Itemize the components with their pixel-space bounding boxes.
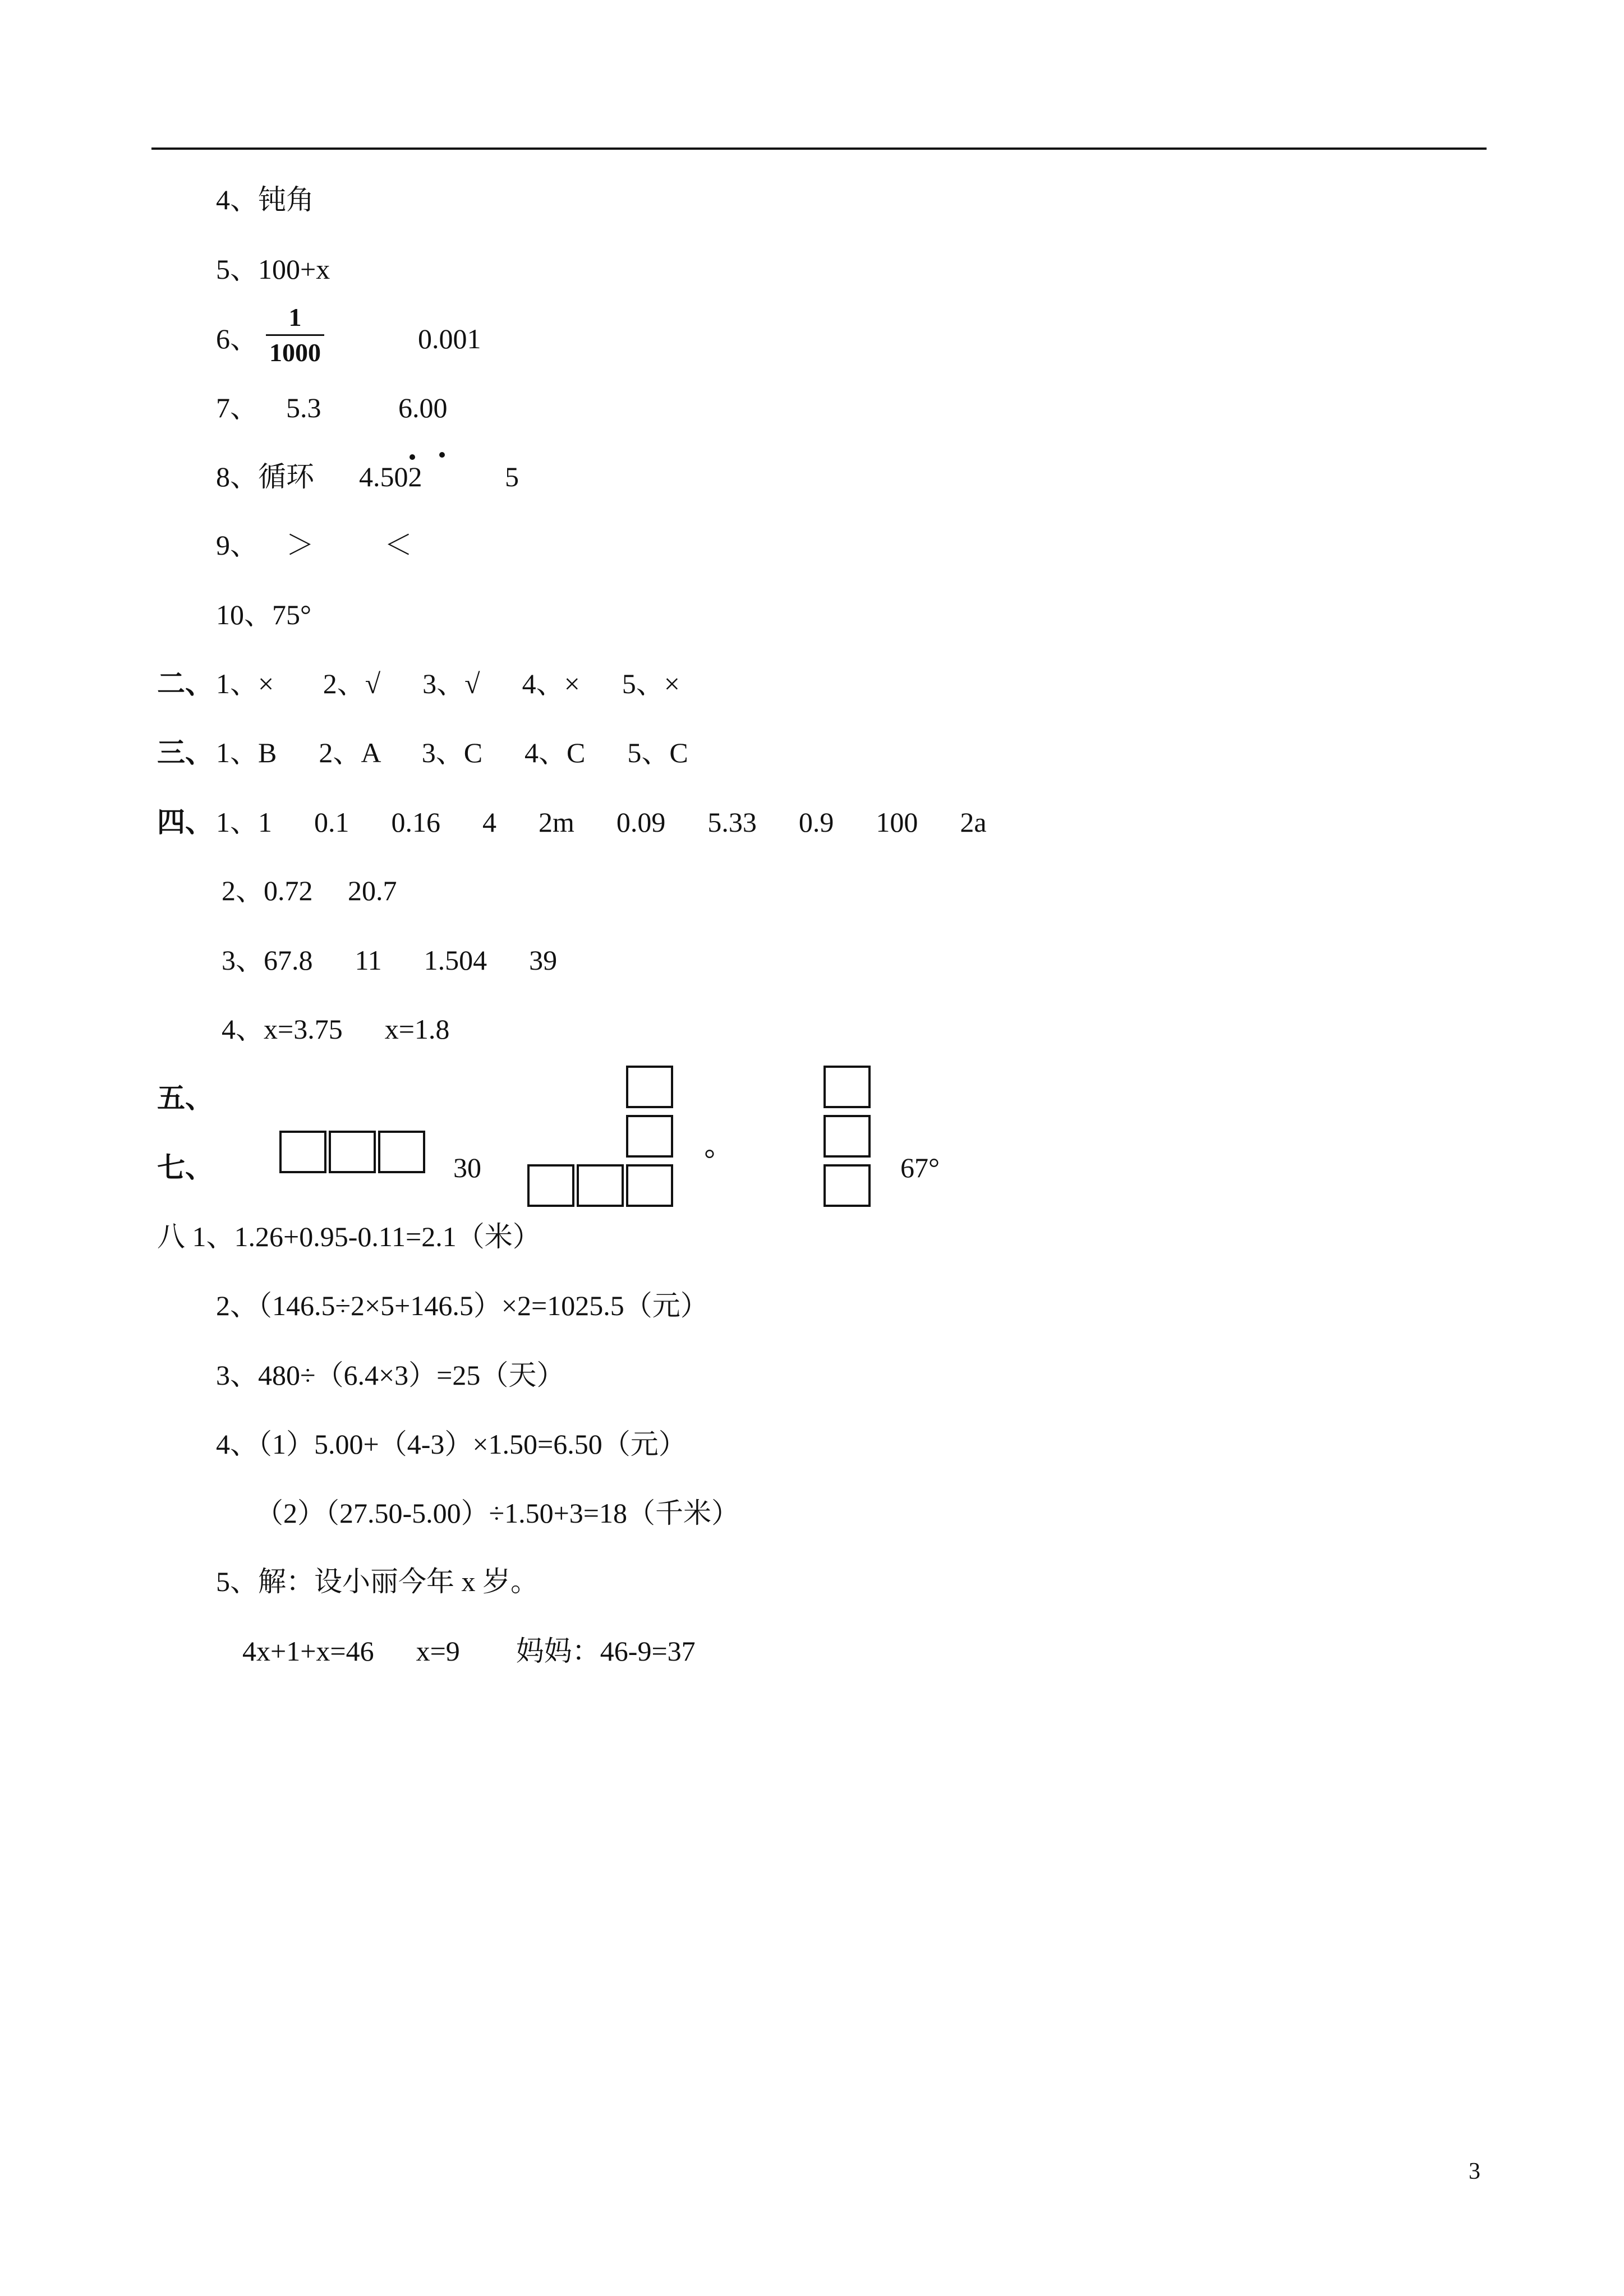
answer-1-8-count: 5 xyxy=(505,461,519,492)
figure-value-1: 30 xyxy=(453,1152,481,1183)
square xyxy=(823,1066,871,1108)
answer-1-8-decimal: 4.502 xyxy=(359,461,422,492)
answer-1-7: 7、 5.3 6.00 xyxy=(216,392,448,423)
section-5-heading: 五、 xyxy=(157,1082,213,1114)
answer-1-6-label: 6、 xyxy=(216,323,258,354)
section-4-answers-2: 2、0.72 20.7 xyxy=(222,875,397,906)
section-8-answer-5: 5、解：设小丽今年 x 岁。 xyxy=(216,1566,539,1597)
page-number: 3 xyxy=(1469,2159,1480,2184)
section-4-answers-1: 1、1 0.1 0.16 4 2m 0.09 5.33 0.9 100 2a xyxy=(216,806,987,838)
section-8-answer-4-2: （2）（27.50-5.00）÷1.50+3=18（千米） xyxy=(255,1497,739,1529)
square xyxy=(626,1066,673,1108)
fraction-denominator: 1000 xyxy=(269,338,321,367)
section-4-heading: 四、 xyxy=(157,806,213,838)
answer-1-10: 10、75° xyxy=(216,599,311,630)
section-4-answers-4: 4、x=3.75 x=1.8 xyxy=(222,1013,450,1045)
square xyxy=(527,1164,574,1207)
section-4-answers-3: 3、67.8 11 1.504 39 xyxy=(222,944,558,976)
section-7-heading: 七、 xyxy=(157,1152,213,1183)
square xyxy=(626,1164,673,1207)
figure-value-2: ° xyxy=(704,1143,715,1174)
section-8-answer-2: 2、（146.5÷2×5+146.5）×2=1025.5（元） xyxy=(216,1290,709,1321)
section-8-answer-3: 3、480÷（6.4×3）=25（天） xyxy=(216,1359,565,1391)
section-2-heading: 二、 xyxy=(157,668,213,699)
square xyxy=(378,1131,425,1173)
header-rule xyxy=(151,147,1487,150)
section-3-answers: 1、B 2、A 3、C 4、C 5、C xyxy=(216,737,688,768)
section-3-heading: 三、 xyxy=(157,737,213,768)
answer-1-9: 9、 ＞ ＜ xyxy=(216,529,412,561)
repeating-dot xyxy=(410,454,415,460)
answer-1-6-value: 0.001 xyxy=(418,323,481,354)
fraction-numerator: 1 xyxy=(288,303,302,331)
answer-1-4: 4、钝角 xyxy=(216,184,314,215)
square xyxy=(329,1131,376,1173)
square xyxy=(577,1164,624,1207)
section-8-answer-5-equation: 4x+1+x=46 x=9 妈妈：46-9=37 xyxy=(242,1635,696,1667)
answer-1-8-label: 8、循环 xyxy=(216,461,314,492)
answer-1-5: 5、100+x xyxy=(216,253,330,285)
square xyxy=(823,1115,871,1158)
section-8-answer-4-1: 4、（1）5.00+（4-3）×1.50=6.50（元） xyxy=(216,1428,687,1460)
square xyxy=(626,1115,673,1158)
figure-value-3: 67° xyxy=(900,1152,940,1183)
square xyxy=(279,1131,326,1173)
section-8-answer-1: 八 1、1.26+0.95-0.11=2.1（米） xyxy=(157,1221,541,1252)
fraction-bar xyxy=(266,334,324,336)
repeating-dot xyxy=(439,452,445,458)
section-2-answers: 1、× 2、√ 3、√ 4、× 5、× xyxy=(216,668,680,699)
square xyxy=(823,1164,871,1207)
fraction xyxy=(266,302,324,368)
